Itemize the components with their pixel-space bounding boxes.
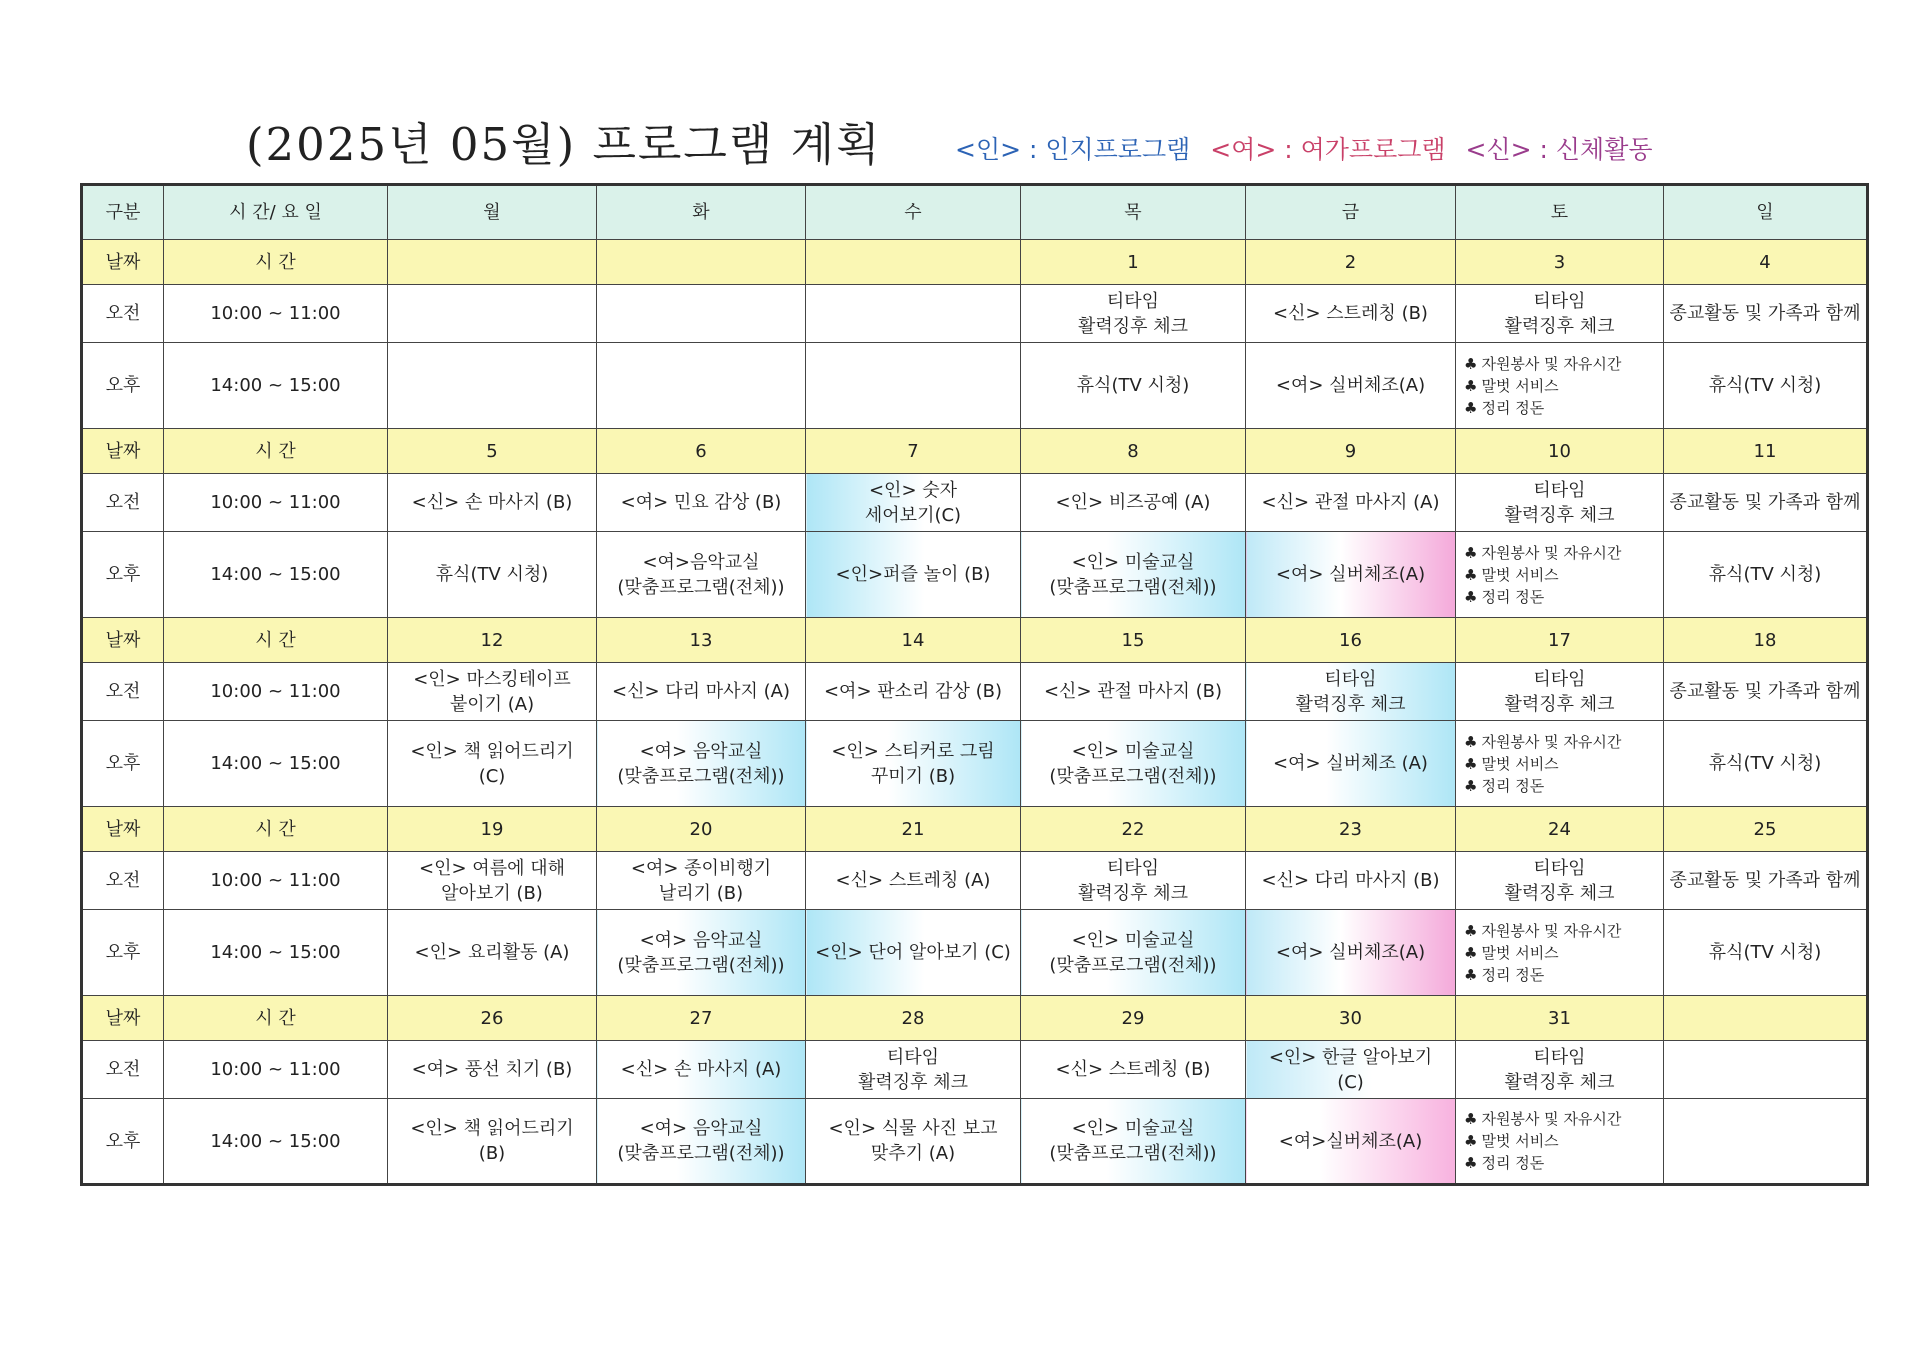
activity-cell [388,532,597,618]
activity-text: (맞춤프로그램(전체)) [1049,1143,1217,1164]
activity-text: 세어보기(C) [864,504,962,526]
date-cell: 26 [388,996,597,1041]
activity-list-text: 정리 정돈 [1481,587,1545,606]
activity-text: (맞춤프로그램(전체)) [1049,576,1217,598]
date-cell: 5 [388,429,597,474]
activity-text: <신> 관절 마사지 (A) [1261,492,1440,513]
activity-text: (맞춤프로그램(전체)) [617,576,785,598]
column-header: 월 [388,185,597,240]
activity-cell [597,285,806,343]
activity-list-item [1460,775,1659,797]
morning-label: 오전 [82,474,164,532]
activity-cell [388,285,597,343]
time-label: 시 간 [164,996,388,1041]
activity-text: 활력징후 체크 [1504,1071,1615,1093]
activity-cell [1021,910,1246,996]
activity-cell [1246,910,1456,996]
activity-list-item [1460,1152,1659,1174]
morning-label: 오전 [82,852,164,910]
activity-cell [388,474,597,532]
activity-cell [597,532,806,618]
activity-cell [1664,910,1868,996]
activity-text: 활력징후 체크 [1504,504,1615,526]
morning-time: 10:00 ~ 11:00 [164,285,388,343]
afternoon-row [82,343,1868,429]
activity-cell [1246,1041,1456,1099]
time-label: 시 간 [164,618,388,663]
activity-cell [1246,532,1456,618]
column-header: 일 [1664,185,1868,240]
legend-item-in: <인> : 인지프로그램 [955,135,1191,164]
date-row [82,807,1868,852]
activity-text: <여> 실버체조(A) [1275,564,1426,585]
activity-text: <여> 음악교실 [639,740,763,762]
date-cell: 17 [1456,618,1664,663]
date-cell: 31 [1456,996,1664,1041]
activity-text: 휴식(TV 시청) [1708,564,1822,585]
activity-cell [597,852,806,910]
date-row [82,996,1868,1041]
activity-cell [388,852,597,910]
activity-text: 활력징후 체크 [1077,882,1189,904]
afternoon-label: 오후 [82,532,164,618]
activity-text: <여> 실버체조(A) [1275,942,1426,963]
date-label: 날짜 [82,618,164,663]
activity-text: <여> 실버체조 (A) [1273,753,1428,774]
date-cell: 2 [1246,240,1456,285]
activity-list-item [1460,731,1659,753]
activity-text: 티타임 [1533,290,1586,312]
activity-text: <신> 다리 마사지 (A) [611,681,790,702]
activity-cell [1664,285,1868,343]
afternoon-row [82,910,1868,996]
morning-row [82,1041,1868,1099]
activity-text: <인> 단어 알아보기 (C) [815,942,1011,963]
club-suit-icon: ♣ [1464,1154,1478,1172]
activity-cell [1246,1099,1456,1185]
morning-time: 10:00 ~ 11:00 [164,1041,388,1099]
column-header: 목 [1021,185,1246,240]
activity-cell [1246,721,1456,807]
date-cell: 18 [1664,618,1868,663]
activity-text: (맞춤프로그램(전체)) [617,954,785,976]
activity-text: <인> 미술교실 [1071,1118,1195,1139]
activity-cell [1456,1041,1664,1099]
activity-cell [1021,1099,1246,1185]
activity-text: <여> 풍선 치기 (B) [411,1059,573,1080]
column-header: 금 [1246,185,1456,240]
club-suit-icon: ♣ [1464,965,1478,984]
afternoon-label: 오후 [82,721,164,807]
time-label: 시 간 [164,429,388,474]
activity-cell [597,721,806,807]
club-suit-icon: ♣ [1464,776,1478,795]
club-suit-icon: ♣ [1464,587,1478,606]
activity-cell [806,1041,1021,1099]
activity-text: 붙이기 (A) [449,693,535,715]
activity-list-item [1460,1108,1659,1130]
afternoon-time: 14:00 ~ 15:00 [164,1099,388,1185]
activity-cell [1456,721,1664,807]
activity-text: 활력징후 체크 [1295,693,1406,715]
date-cell: 25 [1664,807,1868,852]
activity-cell [1456,663,1664,721]
activity-cell [1246,343,1456,429]
activity-list-item [1460,1130,1659,1152]
activity-text: <인> 미술교실 [1071,740,1195,762]
activity-list-text: 자원봉사 및 자유시간 [1481,732,1622,751]
activity-list-item [1460,353,1659,375]
morning-row [82,474,1868,532]
table-header-row [82,185,1868,240]
activity-text: <신> 다리 마사지 (B) [1261,870,1440,891]
date-cell: 20 [597,807,806,852]
activity-list-text: 자원봉사 및 자유시간 [1481,354,1622,373]
activity-text: <신> 스트레칭 (B) [1055,1059,1211,1080]
activity-text: 티타임 [1106,290,1160,312]
activity-cell [1021,343,1246,429]
activity-cell [1021,474,1246,532]
activity-cell [1664,852,1868,910]
activity-cell [1021,1041,1246,1099]
activity-cell [1664,663,1868,721]
activity-text: <여> 판소리 감상 (B) [823,681,1003,702]
legend-item-sin: <신> : 신체활동 [1465,135,1653,164]
activity-text: <인> 미술교실 [1071,551,1195,573]
activity-text: 종교활동 및 가족과 함께 [1669,681,1861,702]
date-cell: 21 [806,807,1021,852]
activity-cell [1456,285,1664,343]
activity-cell [806,910,1021,996]
club-suit-icon: ♣ [1464,921,1478,940]
activity-list-text: 말벗 서비스 [1481,754,1559,773]
activity-cell [1021,532,1246,618]
column-header: 수 [806,185,1021,240]
activity-text: <인> 스티커로 그림 [831,740,995,762]
club-suit-icon: ♣ [1464,732,1478,751]
time-label: 시 간 [164,807,388,852]
date-cell: 16 [1246,618,1456,663]
activity-cell [806,721,1021,807]
activity-cell [388,721,597,807]
activity-text: <인>퍼즐 놀이 (B) [835,564,991,585]
activity-cell [1664,474,1868,532]
activity-list-text: 자원봉사 및 자유시간 [1481,543,1622,562]
date-cell [388,240,597,285]
morning-time: 10:00 ~ 11:00 [164,663,388,721]
activity-cell [597,1099,806,1185]
page-title: (2025년 05월) 프로그램 계획 [246,118,882,171]
activity-cell [1664,1041,1868,1099]
activity-list-text: 말벗 서비스 [1481,1132,1559,1150]
activity-list-item [1460,564,1659,586]
column-header: 화 [597,185,806,240]
activity-text: <신> 손 마사지 (B) [411,492,573,513]
activity-cell [1456,910,1664,996]
activity-cell [1456,852,1664,910]
activity-cell [388,343,597,429]
date-row [82,240,1868,285]
activity-cell [1664,532,1868,618]
activity-cell [597,1041,806,1099]
activity-list-item [1460,397,1659,419]
activity-cell [1456,1099,1664,1185]
activity-text: <인> 마스킹테이프 [413,668,571,690]
activity-list-item [1460,942,1659,964]
activity-text: <신> 스트레칭 (B) [1273,303,1428,324]
activity-cell [1664,1099,1868,1185]
date-cell: 7 [806,429,1021,474]
activity-cell [806,852,1021,910]
activity-text: 활력징후 체크 [1504,315,1615,337]
activity-text: 종교활동 및 가족과 함께 [1669,870,1861,891]
date-cell: 22 [1021,807,1246,852]
activity-text: 티타임 [1533,479,1586,501]
activity-text: (맞춤프로그램(전체)) [1049,954,1217,976]
activity-text: (C) [1337,1071,1364,1093]
date-cell: 1 [1021,240,1246,285]
activity-text: <인> 숫자 [868,479,958,501]
activity-cell [1246,852,1456,910]
activity-text: 활력징후 체크 [857,1071,969,1093]
activity-cell [388,910,597,996]
activity-text: (맞춤프로그램(전체)) [617,765,785,787]
program-schedule-table [80,183,1869,1186]
activity-cell [1021,663,1246,721]
date-row [82,618,1868,663]
activity-cell [806,1099,1021,1185]
date-label: 날짜 [82,807,164,852]
activity-text: <인> 책 읽어드리기 [410,1118,574,1139]
club-suit-icon: ♣ [1464,398,1478,417]
activity-cell [806,343,1021,429]
date-cell: 12 [388,618,597,663]
club-suit-icon: ♣ [1464,1132,1478,1150]
afternoon-label: 오후 [82,1099,164,1185]
morning-time: 10:00 ~ 11:00 [164,474,388,532]
club-suit-icon: ♣ [1464,354,1478,373]
afternoon-row [82,532,1868,618]
activity-text: 휴식(TV 시청) [1076,375,1190,396]
date-cell: 8 [1021,429,1246,474]
legend [955,130,1673,166]
activity-text: 맞추기 (A) [870,1143,956,1164]
activity-text: 꾸미기 (B) [870,765,956,787]
activity-text: <여> 음악교실 [639,1118,763,1139]
activity-cell [806,532,1021,618]
morning-row [82,663,1868,721]
date-cell: 30 [1246,996,1456,1041]
activity-text: 종교활동 및 가족과 함께 [1669,492,1861,513]
activity-list-text: 정리 정돈 [1481,1154,1545,1172]
activity-list-text: 말벗 서비스 [1481,376,1559,395]
activity-text: <신> 관절 마사지 (B) [1043,681,1223,702]
activity-text: 활력징후 체크 [1077,315,1189,337]
activity-list-item [1460,920,1659,942]
activity-text: <인> 비즈공예 (A) [1055,492,1211,513]
activity-cell [388,1041,597,1099]
activity-text: 종교활동 및 가족과 함께 [1669,303,1861,324]
activity-text: 휴식(TV 시청) [1708,942,1822,963]
date-cell [597,240,806,285]
activity-text: 휴식(TV 시청) [435,564,549,585]
morning-label: 오전 [82,663,164,721]
activity-list-item [1460,375,1659,397]
activity-list-text: 자원봉사 및 자유시간 [1481,1110,1622,1128]
morning-row [82,285,1868,343]
club-suit-icon: ♣ [1464,565,1478,584]
activity-cell [597,343,806,429]
date-cell: 29 [1021,996,1246,1041]
date-cell: 14 [806,618,1021,663]
activity-cell [1021,721,1246,807]
activity-text: <인> 여름에 대해 [419,857,565,879]
activity-cell [1664,343,1868,429]
activity-text: <인> 미술교실 [1071,929,1195,951]
activity-text: <인> 한글 알아보기 [1268,1046,1433,1068]
date-cell: 10 [1456,429,1664,474]
activity-cell [806,663,1021,721]
activity-text: <여>실버체조(A) [1278,1130,1423,1152]
activity-cell [597,474,806,532]
activity-cell [1456,532,1664,618]
activity-list-text: 정리 정돈 [1481,965,1545,984]
activity-list-text: 정리 정돈 [1481,776,1545,795]
activity-text: 티타임 [1533,857,1586,879]
activity-text: (맞춤프로그램(전체)) [1049,765,1217,787]
afternoon-time: 14:00 ~ 15:00 [164,721,388,807]
activity-cell [806,474,1021,532]
date-cell: 15 [1021,618,1246,663]
activity-text: <신> 스트레칭 (A) [835,870,991,891]
activity-text: 활력징후 체크 [1504,693,1615,715]
activity-text: <여> 음악교실 [639,929,763,951]
afternoon-row [82,1099,1868,1185]
activity-cell [1664,721,1868,807]
club-suit-icon: ♣ [1464,754,1478,773]
activity-text: 날리기 (B) [658,882,744,904]
date-cell [1664,996,1868,1041]
activity-cell [1246,474,1456,532]
date-label: 날짜 [82,240,164,285]
activity-list-text: 자원봉사 및 자유시간 [1481,921,1622,940]
club-suit-icon: ♣ [1464,943,1478,962]
activity-list-item [1460,586,1659,608]
activity-text: 티타임 [886,1046,940,1068]
activity-text: <여> 민요 감상 (B) [620,492,782,513]
date-cell: 4 [1664,240,1868,285]
date-cell: 11 [1664,429,1868,474]
date-label: 날짜 [82,429,164,474]
date-cell: 19 [388,807,597,852]
activity-list-item [1460,542,1659,564]
date-cell: 13 [597,618,806,663]
date-cell: 9 [1246,429,1456,474]
activity-text: <여> 종이비행기 [630,857,772,879]
activity-text: <인> 책 읽어드리기 [410,740,574,762]
activity-text: 휴식(TV 시청) [1708,375,1822,396]
legend-item-yeo: <여> : 여가프로그램 [1210,135,1446,164]
date-row [82,429,1868,474]
activity-list-item [1460,753,1659,775]
activity-cell [1246,663,1456,721]
activity-list-text: 정리 정돈 [1481,398,1545,417]
activity-text: 티타임 [1533,1046,1586,1068]
morning-label: 오전 [82,285,164,343]
activity-cell [1021,852,1246,910]
activity-text: (맞춤프로그램(전체)) [617,1143,785,1164]
afternoon-row [82,721,1868,807]
activity-list-text: 말벗 서비스 [1481,943,1559,962]
activity-text: 활력징후 체크 [1504,882,1615,904]
column-header: 구분 [82,185,164,240]
morning-time: 10:00 ~ 11:00 [164,852,388,910]
date-label: 날짜 [82,996,164,1041]
activity-text: <여> 실버체조(A) [1275,375,1426,396]
afternoon-label: 오후 [82,910,164,996]
morning-row [82,852,1868,910]
afternoon-time: 14:00 ~ 15:00 [164,343,388,429]
date-cell: 27 [597,996,806,1041]
activity-text: (B) [478,1143,506,1164]
activity-list-text: 말벗 서비스 [1481,565,1559,584]
date-cell: 23 [1246,807,1456,852]
activity-list-item [1460,964,1659,986]
activity-cell [1456,474,1664,532]
date-cell: 24 [1456,807,1664,852]
activity-cell [597,910,806,996]
afternoon-time: 14:00 ~ 15:00 [164,910,388,996]
afternoon-label: 오후 [82,343,164,429]
activity-text: <여>음악교실 [642,551,760,573]
column-header: 시 간/ 요 일 [164,185,388,240]
activity-text: 티타임 [1533,668,1586,690]
column-header: 토 [1456,185,1664,240]
activity-text: <인> 요리활동 (A) [414,942,570,963]
date-cell: 28 [806,996,1021,1041]
club-suit-icon: ♣ [1464,543,1478,562]
time-label: 시 간 [164,240,388,285]
afternoon-time: 14:00 ~ 15:00 [164,532,388,618]
activity-text: <신> 손 마사지 (A) [620,1059,782,1080]
activity-text: <인> 식물 사진 보고 [828,1118,998,1139]
date-cell [806,240,1021,285]
club-suit-icon: ♣ [1464,1110,1478,1128]
activity-cell [1456,343,1664,429]
activity-text: 티타임 [1324,668,1377,690]
activity-cell [388,663,597,721]
activity-text: 티타임 [1106,857,1160,879]
activity-text: 알아보기 (B) [441,882,543,904]
activity-cell [806,285,1021,343]
activity-cell [1021,285,1246,343]
activity-cell [1246,285,1456,343]
morning-label: 오전 [82,1041,164,1099]
activity-cell [388,1099,597,1185]
club-suit-icon: ♣ [1464,376,1478,395]
activity-text: 휴식(TV 시청) [1708,753,1822,774]
date-cell: 3 [1456,240,1664,285]
activity-text: (C) [478,765,506,787]
activity-cell [597,663,806,721]
date-cell: 6 [597,429,806,474]
